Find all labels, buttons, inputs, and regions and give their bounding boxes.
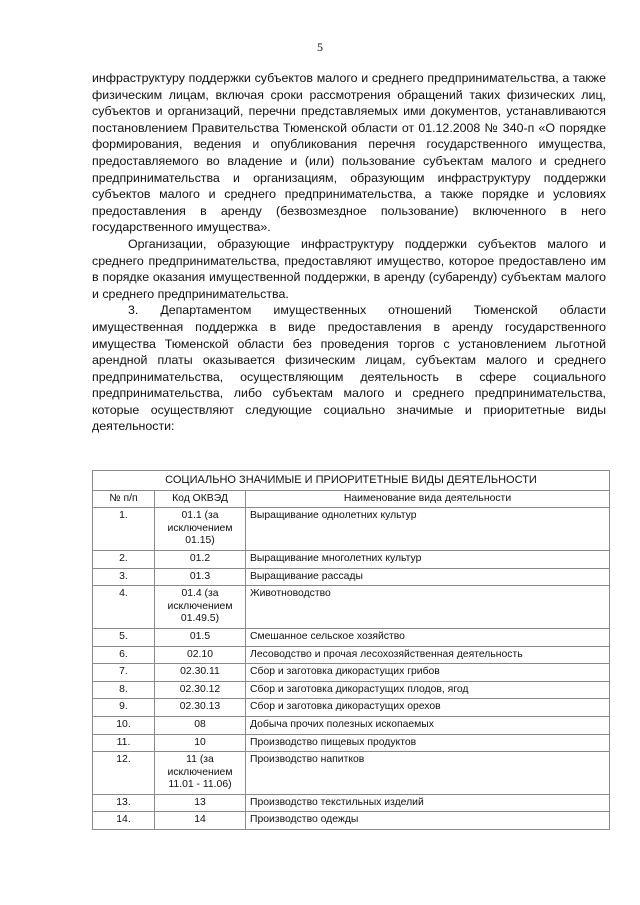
row-activity-name: Добыча прочих полезных ископаемых [246,716,610,734]
row-activity-name: Производство одежды [246,812,610,830]
paragraph-department: 3. Департаментом имущественных отношений Тюменской области имущественная поддержка в виде предоставления в аренду государственного имущества Тюменской области без проведения торгов с установлением льготной арендной платы оказывается физическим лицам, субъектам малого и среднего предпринимательства, осуществляющим деятельность в сфере социального предпринимательства, либо субъектам малого и среднего предпринимательства, которые осуществляют следующие социально значимые и приоритетные виды деятельности: [92,303,606,434]
body-text [92,70,606,435]
row-activity-name: Животноводство [246,586,610,629]
row-activity-name: Сбор и заготовка дикорастущих грибов [246,664,610,682]
row-number: 1. [93,508,155,551]
row-okved-code: 11 (за исключением 11.01 - 11.06) [155,752,246,795]
row-activity-name: Сбор и заготовка дикорастущих орехов [246,699,610,717]
row-number: 10. [93,716,155,734]
table-row [93,664,610,682]
table-caption: СОЦИАЛЬНО ЗНАЧИМЫЕ И ПРИОРИТЕТНЫЕ ВИДЫ ДЕЯТЕЛЬНОСТИ [93,471,610,491]
row-activity-name: Смешанное сельское хозяйство [246,628,610,646]
table-row [93,699,610,717]
paragraph-infrastructure: инфраструктуру поддержки субъектов малого и среднего предпринимательства, а также физическим лицам, включая сроки рассмотрения обращений таких физических лиц, субъектов и организаций, перечни представляемых ими документов, устанавливаются постановлением Правительства Тюменской области от 01.12.2008 № 340-п «О порядке формирования, ведения и опубликования перечня государственного имущества, предоставляемого во владение и (или) пользование субъектам малого и среднего предпринимательства и организациям, образующим инфраструктуру поддержки субъектов малого и среднего предпринимательства, а также порядке и условиях предоставления в аренду (безвозмездное пользование) включенного в него государственного имущества». [92,71,606,235]
row-number: 13. [93,794,155,812]
table-body [93,508,610,830]
header-okved-code: Код ОКВЭД [155,490,246,508]
table-row [93,628,610,646]
row-activity-name: Производство текстильных изделий [246,794,610,812]
row-okved-code: 01.1 (за исключением 01.15) [155,508,246,551]
table-row [93,646,610,664]
table-row [93,681,610,699]
paragraph-organizations: Организации, образующие инфраструктуру поддержки субъектов малого и среднего предпринимательства, предоставляют имущество, которое предоставлено им в порядке оказания имущественной поддержки, в аренду (субаренду) субъектам малого и среднего предпринимательства. [92,236,606,301]
row-number: 6. [93,646,155,664]
row-number: 14. [93,812,155,830]
row-number: 2. [93,550,155,568]
row-activity-name: Выращивание рассады [246,568,610,586]
row-okved-code: 02.30.12 [155,681,246,699]
row-okved-code: 01.3 [155,568,246,586]
table-row [93,734,610,752]
page-number: 5 [317,40,323,54]
row-number: 12. [93,752,155,795]
row-okved-code: 01.2 [155,550,246,568]
activities-table [92,470,610,830]
row-number: 5. [93,628,155,646]
table-row [93,812,610,830]
table-row [93,508,610,551]
table-row [93,550,610,568]
table-row [93,716,610,734]
row-okved-code: 14 [155,812,246,830]
row-activity-name: Производство пищевых продуктов [246,734,610,752]
row-number: 11. [93,734,155,752]
table-row [93,794,610,812]
row-okved-code: 02.30.13 [155,699,246,717]
row-number: 8. [93,681,155,699]
row-number: 3. [93,568,155,586]
row-okved-code: 01.5 [155,628,246,646]
row-number: 4. [93,586,155,629]
row-activity-name: Сбор и заготовка дикорастущих плодов, ягод [246,681,610,699]
header-activity-name: Наименование вида деятельности [246,490,610,508]
table-header-row [93,490,610,508]
row-activity-name: Лесоводство и прочая лесохозяйственная деятельность [246,646,610,664]
row-okved-code: 02.30.11 [155,664,246,682]
row-activity-name: Производство напитков [246,752,610,795]
row-activity-name: Выращивание многолетних культур [246,550,610,568]
table-row [93,752,610,795]
table-row [93,586,610,629]
row-okved-code: 02.10 [155,646,246,664]
row-activity-name: Выращивание однолетних культур [246,508,610,551]
header-number: № п/п [93,490,155,508]
row-okved-code: 10 [155,734,246,752]
row-number: 9. [93,699,155,717]
row-okved-code: 13 [155,794,246,812]
row-number: 7. [93,664,155,682]
row-okved-code: 08 [155,716,246,734]
table-row [93,568,610,586]
row-okved-code: 01.4 (за исключением 01.49.5) [155,586,246,629]
